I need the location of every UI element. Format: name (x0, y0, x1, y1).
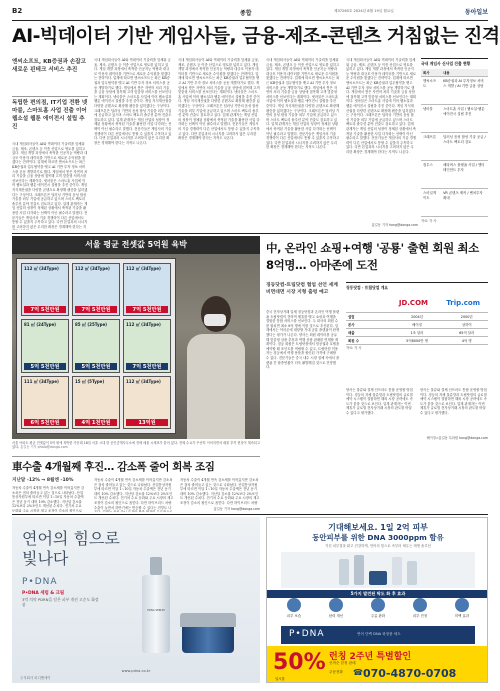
passerby-body (187, 334, 245, 439)
feature-item (371, 598, 385, 624)
ad-right-desc: 거친 피부결을 맑고 건강하게, 연어의 힘으로 속부터 채우는 재생 솔루션 (325, 544, 431, 548)
listing-price: 7억 5천만원 (75, 306, 117, 313)
feature-icon (371, 598, 385, 612)
listing-card (72, 376, 120, 429)
lineup-bottle (392, 557, 402, 585)
box-cell: 엔씨소프트 (421, 77, 441, 105)
phone-number: 070-4870-0708 (363, 667, 457, 680)
ad-right-brand: P•DNA (289, 629, 325, 639)
lineup-bottle (339, 559, 349, 585)
box-cell: 컴투스 (421, 161, 441, 189)
photo-banner-text: 서울 평균 전셋값 5억원 육박 (85, 240, 187, 249)
lead-body-text: 국내 게임회사들이 AI와 빅데이터 기술력을 앞세워 금융, 제조, 콘텐츠 등 이종 산업으로 영토를 넓히고 있다. 게임 개발 과정에서 축적한 인공지능 역량과 대규모 이용자 데이터를 기반으로 새로운 수익원을 찾겠다는 전략이다. 업계에 따르면 엔씨소프트는 최근 KB증권과 업무협약을 맺고 AI 기반 투자 정보 서비스를 공동 개발하기로 했다. 게임에서 쌓은 자연어 처리 기술을 금융 상담에 접목해 고객 맞춤형 서비스를 선보인다는 계획이다. 넷마블은 스마트홈 사업에 이어 웹소설과 웹툰 에이전시 설립을 추진 중이다. 게임 지식재산권을 다양한 콘텐츠로 확장해 팬층을 넓히겠다는 구상이다. 크래프톤은 딥러닝 기반의 음성 합성 기술을 외부 기업에 공급하고 있으며 스마트 팩토리 솔루션 분야 진출도 검토하고 있다. 업계 관계자는 게임 산업의 성장이 정체된 상황에서 축적된 기술을 활용한 사업 다각화는 선택이 아닌 필수라고 말했다. 전문가들은 게임사의 기술 경쟁력이 다른 산업에서도 통할 수 있을지 주목하고 있다. 다만 본업과의 시너지를 고려하지 않은 무리한 확장은 경계해야 한다는 지적도 나온다. (94, 58, 172, 145)
story3-body-col3 (180, 478, 260, 506)
overview-source: 자료: 각 사 (346, 346, 362, 350)
ad-right-brand-sub: 연어 단백 DNA 화장품 세트 (357, 632, 401, 636)
listing-price: 4억 1천만원 (75, 419, 117, 426)
news-photo (12, 236, 260, 439)
jd-logo: JD.COM (398, 298, 428, 307)
passerby-figure (187, 296, 245, 439)
lead-byline: 홍길동 기자 hong@donga.com (371, 223, 418, 227)
box-table (421, 69, 488, 217)
promo-percent-label: 일시불 (275, 677, 285, 681)
overview-title: 징둥닷컴 · 트립닷컴 개요 (346, 285, 389, 290)
feature-label: 미백 효과 (454, 614, 470, 618)
story2-body-col3 (420, 388, 488, 434)
subhead-divider (12, 96, 88, 97)
passerby-face-mask (204, 314, 226, 326)
overview-cell: 설립 (346, 313, 389, 321)
story3-rule (12, 456, 260, 457)
feature-label: 주름 완화 (370, 614, 386, 618)
masthead-rule (12, 20, 488, 21)
paper-name: 동아일보 (464, 9, 488, 16)
ad-left-brand: P•DNA (22, 577, 58, 587)
logo-row (346, 293, 488, 313)
listing-area: 81 ㎡ (24Type) (24, 322, 57, 328)
overview-cell: 4억 명 (445, 337, 488, 345)
promo-title: 런칭 2주년 특별할인 (329, 652, 412, 662)
box-col-header: 내용 (441, 69, 488, 77)
story2-subhead: 징둥닷컴-트립닷컴 협업 선언 세계 비면대면 시장 지형 출렁 예고 (266, 283, 338, 295)
lead-body-col3 (178, 58, 260, 230)
lead-subhead-1: 엔씨소프트, KB증권과 손잡고 새로운 핀테크 서비스 추진 (12, 59, 87, 73)
listing-area: 112 ㎡ (34Type) (126, 266, 161, 271)
listing-card (21, 263, 69, 316)
overview-cell: 베이징 (389, 321, 446, 329)
promo-block (267, 646, 488, 683)
story3-body-text: 자동차 수출이 4개월 연속 감소세를 이어갔지만 감소폭은 점차 줄어들고 있는 것으로 나타났다. 산업통상자원부에 따르면 이달 1∼10일 자동차 수출액은 전년 동기 대비 10% 감소했다. 지난달 감소율 12%보다 2%포인트 개선된 수치다. 전기차 수요 둔화와 주요 시장의 재고 조정이 감소의 원인으로 (12, 486, 85, 512)
box-cell: KB증권과 AI 투자정보 서비스 개발 / AI 기반 금융 상담 (441, 77, 488, 105)
box-source: 자료: 각 사 (421, 219, 437, 223)
lineup-bottle (407, 561, 417, 585)
story2-body-text-2: 양사는 물류와 결제 인프라도 통합 운영할 방침이다. 징둥의 자체 물류망과 트립닷컴의 글로벌 예약 시스템이 결합하면 해외 시장 공략에도 속도가 붙을 것으로 보인다. 업계 관계자는 이번 제휴가 글로벌 전자상거래 시장의 판도를 바꿀 수 있다고 평가했다. (346, 388, 413, 415)
photo-caption (12, 441, 260, 455)
trip-logo: Trip.com (446, 298, 481, 307)
cream-jar (180, 613, 236, 653)
serum-bottle (142, 557, 170, 653)
box-title: 국내 게임사 신사업 진출 현황 (421, 61, 471, 66)
feature-label: 탄력 개선 (328, 614, 344, 618)
ad-rule (12, 514, 488, 515)
listing-price: 7억 5천만원 (126, 306, 168, 313)
lineup-jar (369, 571, 387, 585)
box-cell: 메타버스 플랫폼 사업 / 엔터테인먼트 투자 (441, 161, 488, 189)
promo-sub: 선착순 한정 판매 (329, 661, 356, 665)
overview-cell: 본사 (346, 321, 389, 329)
phone-label: 주문전화 (329, 670, 343, 674)
story2-body-text-2: 양사는 물류와 결제 인프라도 통합 운영할 방침이다. 징둥의 자체 물류망과 트립닷컴의 글로벌 예약 시스템이 결합하면 해외 시장 공략에도 속도가 붙을 것으로 보인다. 업계 관계자는 이번 제휴가 글로벌 전자상거래 시장의 판도를 바꿀 수 있다고 평가했다. (420, 388, 487, 415)
lead-subhead-2: 독립한 편의점, IT기업 전환 넷마블, 스마트홈 사업 진출 이어 웹소설 웹툰 에이전시 설립 추진 (12, 100, 88, 130)
feature-row (273, 598, 483, 624)
story2-body-col1 (266, 310, 340, 440)
serum-bottle-body (142, 575, 170, 653)
story3-body-text: 자동차 수출이 4개월 연속 감소세를 이어갔지만 감소폭은 점차 줄어들고 있는 것으로 나타났다. 산업통상자원부에 따르면 이달 1∼10일 자동차 수출액은 전년 동기 대비 10% 감소했다. 지난달 감소율 12%보다 2%포인트 개선된 수치다. 전기차 수요 둔화와 주요 시장의 재고 조정이 감소의 원인으로 꼽힌다. 다만 하이브리드 차량 (180, 478, 260, 505)
feature-icon (413, 598, 427, 612)
ad-right-headline2: 동안피부를 위한 DNA 3000ppm 함유 (312, 533, 444, 542)
serum-bottle-cap (150, 557, 162, 575)
section-name: 종합 (240, 10, 252, 17)
listing-area: 112 ㎡ (34Type) (75, 266, 110, 271)
listing-area: 15 ㎡ (5Type) (75, 378, 105, 384)
lead-body-col1 (12, 142, 88, 230)
product-lineup (281, 552, 475, 588)
story3-byline: 홍길동 기자 hong@donga.com (213, 507, 260, 511)
phone-icon: ☎ (353, 668, 363, 677)
box-col-header: 회사 (421, 69, 441, 77)
listing-price: 13억원 (126, 419, 168, 426)
story3-headline: 車수출 4개월째 후진… 감소폭 줄어 회복 조짐 (12, 461, 215, 473)
listing-area: 85 ㎡ (25Type) (75, 322, 108, 328)
page-number: B2 (12, 7, 23, 15)
listing-price: 7억 5천만원 (24, 306, 66, 313)
feature-item (329, 598, 343, 624)
cream-jar-body (182, 627, 234, 653)
feature-icon (287, 598, 301, 612)
lead-body-text: 국내 게임회사들이 AI와 빅데이터 기술력을 앞세워 금융, 제조, 콘텐츠 등 이종 산업으로 영토를 넓히고 있다. 게임 개발 과정에서 축적한 인공지능 역량과 대규모 이용자 데이터를 기반으로 새로운 수익원을 찾겠다는 전략이다. 업계에 따르면 엔씨소프트는 최근 KB증권과 업무협약을 맺고 AI 기반 투자 정보 서비스를 공동 개발하기로 했다. 게임에서 쌓은 자연어 처리 기술을 금융 상담에 접목해 고객 맞춤형 서비스를 선보인다는 계획이다. 넷마블은 스마트홈 사업에 이어 웹소설과 웹툰 에이전시 설립을 추진 중이다. 게임 지식재산권을 다양한 콘텐츠로 확장해 팬층을 넓히겠다는 구상이다. 크래프톤은 딥러닝 기반의 음성 합성 기술을 외부 기업에 공급하고 있으며 스마트 팩토리 솔루션 분야 진출도 검토하고 있다. 업계 관계자는 게임 산업의 성장이 정체된 상황에서 축적된 기술을 활용한 사업 다각화는 선택이 아닌 필수라고 말했다. 전문가들은 게임사의 기술 경쟁력이 다른 산업에서도 통할 수 있을지 주목하고 있다. 다만 본업과의 시너지를 고려하지 않은 무리한 확장은 경계해야 한다는 지적도 나온다. (346, 58, 416, 154)
overview-cell: 1조 달러 (389, 329, 446, 337)
overview-cell: 상하이 (445, 321, 488, 329)
listing-area: 112 ㎡ (34Type) (126, 378, 161, 384)
cream-jar-lid (180, 613, 236, 627)
section-rule (12, 233, 488, 234)
photo-caption-text: 서울 아파트 평균 전셋값이 5억 원에 육박한 가운데 18일 서울 시내 한 공인중개사무소에 전세 매물 시세표가 붙어 있다. 전세 수요가 꾸준히 이어지면서 매물 부족 현상이 계속되고 있다. (12, 441, 260, 450)
listing-board (16, 258, 176, 434)
ad-left-company: 주식회사 피디엔에이 (20, 676, 51, 680)
brand-bar (281, 626, 475, 644)
box-cell: 넷마블 (421, 105, 441, 133)
feature-item (413, 598, 427, 624)
lead-body-col2 (94, 58, 172, 230)
box-cell: 크래프톤 (421, 133, 441, 161)
ad-pdna-left (12, 517, 260, 683)
feature-item (455, 598, 469, 624)
ad-pdna-right (266, 517, 488, 683)
listing-price: 5억 5천만원 (75, 363, 117, 370)
feature-icon (329, 598, 343, 612)
lead-headline: AI-빅데이터 기반 게임사들, 금융-제조-콘텐츠 거침없는 진격 (12, 25, 500, 47)
story2-body-col2 (346, 388, 414, 440)
listing-area: 112 ㎡ (34Type) (24, 266, 59, 271)
overview-cell: 2004년 (389, 313, 446, 321)
overview-cell: 회원 수 (346, 337, 389, 345)
listing-price: 6억 5천만원 (24, 419, 66, 426)
listing-card (123, 319, 171, 372)
company-overview-box (346, 282, 488, 384)
story3-body-col2 (94, 478, 174, 512)
feature-icon (455, 598, 469, 612)
lead-body-text: 국내 게임회사들이 AI와 빅데이터 기술력을 앞세워 금융, 제조, 콘텐츠 등 이종 산업으로 영토를 넓히고 있다. 게임 개발 과정에서 축적한 인공지능 역량과 대규모 이용자 데이터를 기반으로 새로운 수익원을 찾겠다는 전략이다. 업계에 따르면 엔씨소프트는 최근 KB증권과 업무협약을 맺고 AI 기반 투자 정보 서비스를 공동 개발하기로 했다. 게임에서 쌓은 자연어 처리 기술을 금융 상담에 접목해 고객 맞춤형 서비스를 선보인다는 계획이다. 넷마블은 스마트홈 사업에 이어 웹소설과 웹툰 에이전시 설립을 추진 중이다. 게임 지식재산권을 다양한 콘텐츠로 확장해 팬층을 넓히겠다는 구상이다. 크래프톤은 딥러닝 기반의 음성 합성 기술을 외부 기업에 공급하고 있으며 스마트 팩토리 솔루션 분야 진출도 검토하고 있다. 업계 관계자는 게임 산업의 성장이 정체된 상황에서 축적된 기술을 활용한 사업 다각화는 선택이 아닌 필수라고 말했다. 전문가들은 게임사의 기술 경쟁력이 다른 산업에서도 통할 수 있을지 주목하고 있다. 다만 본업과의 시너지를 고려하지 않은 무리한 확장은 경계해야 한다는 지적도 나온다. (178, 58, 260, 141)
feature-label: 피부 진정 (412, 614, 428, 618)
box-cell: 스마일게이트 (421, 189, 441, 217)
listing-card (72, 263, 120, 316)
overview-cell: 매출 (346, 329, 389, 337)
ad-left-url: www.pdna.co.kr (121, 669, 151, 673)
listing-card (21, 319, 69, 372)
story2-body-text: 중국 전자상거래 업체 징둥닷컴과 온라인 여행 플랫폼 트립닷컴이 전략적 제휴를 맺고 쇼핑과 여행을 결합한 통합 서비스를 선보인다. 두 회사의 회원 수를 합치면 최소 8억 명에 이를 것으로 추산된다. 업계에서는 아마존에 대항할 거대 공룡 플랫폼이 탄생했다는 평가가 나온다. 양사는 회원 데이터를 공유해 맞춤형 상품 추천과 여행 상품 판매를 연계할 계획이다. 징둥 회원은 트립닷컴에서 항공권과 호텔을 예약할 때 포인트를 적립할 수 있고, 트립닷컴 이용자는 징둥에서 여행 용품을 할인된 가격에 구매할 수 있다. 전문가들은 중국 내수 시장 침체 속에서 플랫폼 간 합종연횡이 더욱 활발해질 것으로 전망했다. (266, 310, 340, 370)
story3-body-col1 (12, 486, 86, 512)
serum-bottle-label: PDNA SERUM (147, 609, 165, 612)
feature-item (287, 598, 301, 624)
story3-body-text: 자동차 수출이 4개월 연속 감소세를 이어갔지만 감소폭은 점차 줄어들고 있는 것으로 나타났다. 산업통상자원부에 따르면 이달 1∼10일 자동차 수출액은 전년 동기 대비 10% 감소했다. 지난달 감소율 12%보다 2%포인트 개선된 수치다. 전기차 수요 둔화와 주요 시장의 재고 조정이 감소의 원인으로 꼽힌다. 다만 하이브리드 차량 수출이 늘면서 하반기에는 반등할 수 있다는 전망도 나 (94, 478, 174, 510)
listing-price: 7억 5천만원 (126, 363, 168, 370)
listing-area: 111 ㎡ (34Type) (24, 378, 59, 384)
listing-card (21, 376, 69, 429)
lead-body-text: 국내 게임회사들이 AI와 빅데이터 기술력을 앞세워 금융, 제조, 콘텐츠 등 이종 산업으로 영토를 넓히고 있다. 게임 개발 과정에서 축적한 인공지능 역량과 대규모 이용자 데이터를 기반으로 새로운 수익원을 찾겠다는 전략이다. 업계에 따르면 엔씨소프트는 최근 KB증권과 업무협약을 맺고 AI 기반 투자 정보 서비스를 공동 개발하기로 했다. 게임에서 쌓은 자연어 처리 기술을 금융 상담에 접목해 고객 맞춤형 서비스를 선보인다는 계획이다. 넷마블은 스마트홈 사업에 이어 웹소설과 웹툰 에이전시 설립을 추진 중이다. 게임 지식재산권을 다양한 콘텐츠로 확장해 팬층을 넓히겠다는 구상이다. 크래프톤은 딥러닝 기반의 음성 합성 기술을 외부 기업에 공급하고 있으며 스마트 팩토리 솔루션 분야 진출도 검토하고 있다. 업계 관계자는 게임 산업의 성장이 정체된 상황에서 축적된 기술을 활용한 사업 다각화는 선택이 아닌 필수라고 말했다. 전문가들은 게임사의 기술 경쟁력이 다른 산업에서도 통할 수 있을지 주목하고 있다. 다만 본업과의 시너지를 고려하지 않은 무리한 확장은 경계해야 한다는 지적도 나온다. (266, 58, 340, 150)
lead-body-text: 국내 게임회사들이 AI와 빅데이터 기술력을 앞세워 금융, 제조, 콘텐츠 등 이종 산업으로 영토를 넓히고 있다. 게임 개발 과정에서 축적한 인공지능 역량과 대규모 이용자 데이터를 기반으로 새로운 수익원을 찾겠다는 전략이다. 업계에 따르면 엔씨소프트는 최근 KB증권과 업무협약을 맺고 AI 기반 투자 정보 서비스를 공동 개발하기로 했다. 게임에서 쌓은 자연어 처리 기술을 금융 상담에 접목해 고객 맞춤형 서비스를 선보인다는 계획이다. 넷마블은 스마트홈 사업에 이어 웹소설과 웹툰 에이전시 설립을 추진 중이다. 게임 지식재산권을 다양한 콘텐츠로 확장해 팬층을 넓히겠다는 구상이다. 크래프톤은 딥러닝 기반의 음성 합성 기술을 외부 기업에 공급하고 있으며 스마트 팩토리 솔루션 분야 진출도 검토하고 있다. 업계 관계자는 게임 산업의 성장이 정체된 상황에서 축적된 기술을 활용한 사업 다각화는 선택이 아닌 필수라고 말했다. 전문가들은 게임사의 기술 경쟁력이 다른 산업에서도 통할 수 있을지 주목하고 있다. 다만 본업과의 시너지를 고려하지 않은 무리한 확장은 경계해야 한다는 지 (12, 142, 88, 229)
masthead (12, 7, 488, 19)
ad-left-desc: 3억 의약 PDRN을 담은 피부 개선 고순도 화장품 (22, 597, 99, 607)
new-business-box (421, 58, 488, 228)
promo-percent: 50% (273, 650, 326, 675)
story2-headline: 中, 온라인 쇼핑+여행 '공룡' 출현 회원 최소 8억명… 아마존에 도전 (266, 241, 479, 272)
feature-label: 피부 보습 (286, 614, 302, 618)
listing-card (123, 263, 171, 316)
photo-credit: 홍길동 기자 photo@donga.com (20, 445, 68, 450)
story2-byline: 베이징=홍길동 특파원 hong@donga.com (426, 436, 488, 440)
ad-right-headline: 기대해보세요. 1일 2억 피부 (328, 523, 428, 532)
story3-subhead: 지난달 -12% → 8월엔 -10% (12, 478, 74, 483)
issue-meta: 제37265호 2024년 8월 19일 월요일 (334, 9, 394, 13)
box-cell: 스마트홈 사업 / 웹소설·웹툰 에이전시 설립 추진 (441, 105, 488, 133)
box-cell: 딥러닝 음성 합성 기술 공급 / 스마트 팩토리 검토 (441, 133, 488, 161)
listing-card (72, 319, 120, 372)
overview-cell: 2000년 (445, 313, 488, 321)
overview-cell: 5억8000만 명 (389, 337, 446, 345)
box-cell: VR 콘텐츠 제작 / 벤처투자 확대 (441, 189, 488, 217)
ad-left-product: P•DNA 세럼 & 크림 (22, 591, 65, 596)
lead-body-col4 (266, 58, 340, 230)
lineup-bottle (354, 555, 364, 585)
ad-right-badge: 5가지 발견된 탁도 화 후 효과 (267, 590, 488, 598)
listing-price: 5억 5천만원 (24, 363, 66, 370)
listing-area: 112 ㎡ (34Type) (126, 322, 161, 328)
overview-cell: 65억 달러 (445, 329, 488, 337)
ad-left-headline: 연어의 힘으로 빛나다 (22, 529, 120, 568)
overview-table (346, 313, 488, 345)
listing-card (123, 376, 171, 429)
lead-body-col5 (346, 58, 416, 222)
